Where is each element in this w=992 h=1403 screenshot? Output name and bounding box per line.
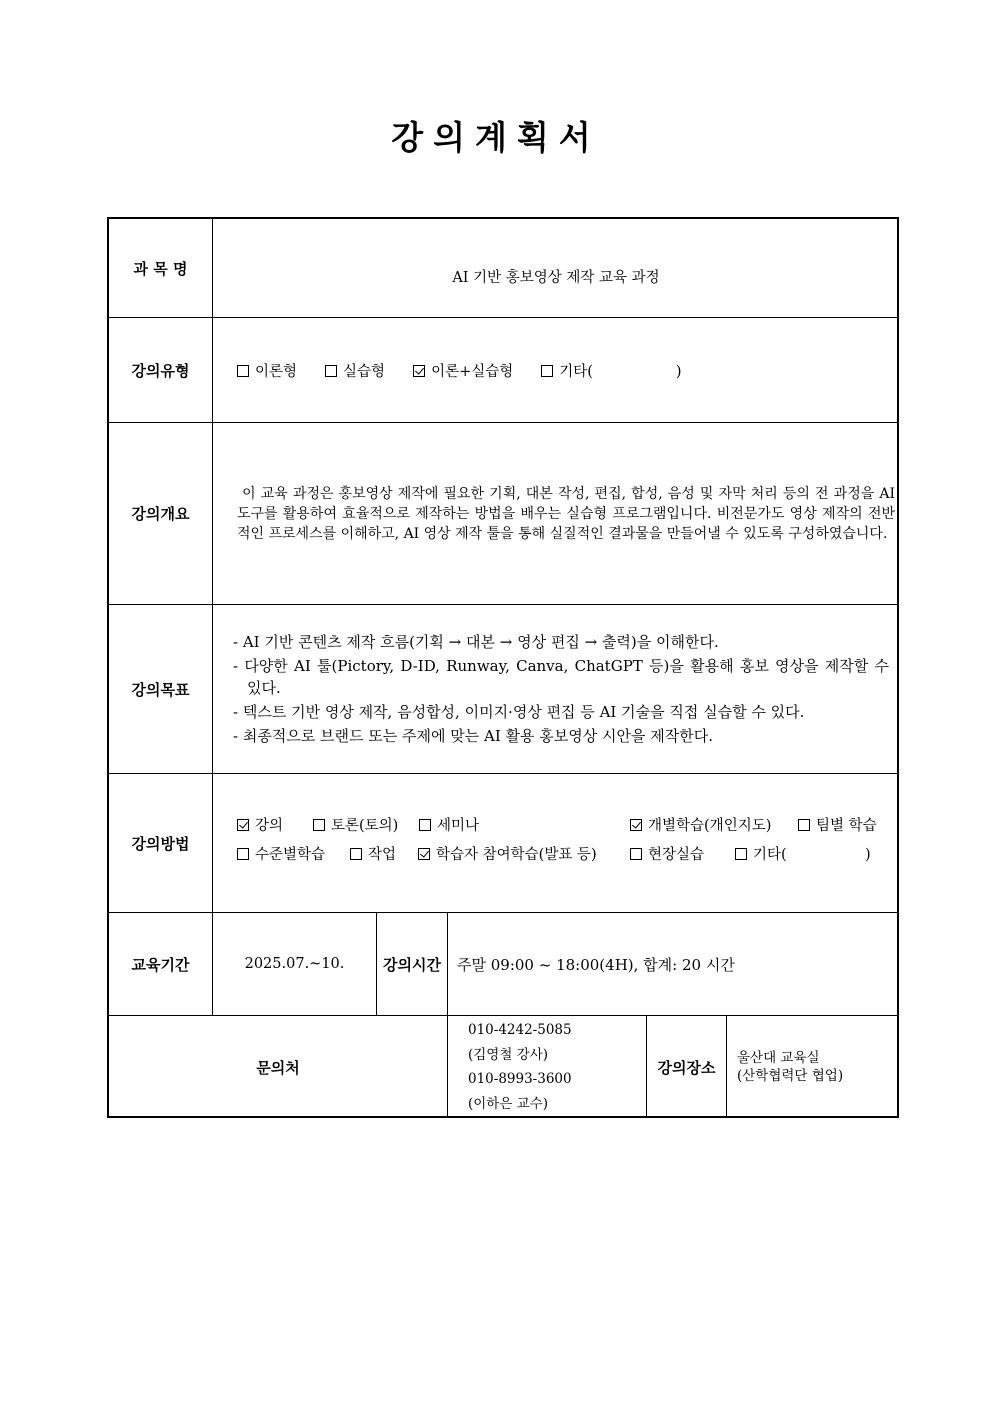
checkbox-icon[interactable] (735, 848, 747, 860)
place-note: (산학협력단 협업) (737, 1068, 844, 1084)
time-value: 주말 09:00 ~ 18:00(4H), 합계: 20 시간 (457, 955, 735, 974)
overview-paragraph: 이 교육 과정은 홍보영상 제작에 필요한 기획, 대본 작성, 편집, 합성, 음성 및 자막 처리 등의 전 과정을 AI 도구를 활용하여 효율적으로 제작하는 방법을 배우는 실습형 프로그램입니다. 비전문가도 영상 제작의 전반적인 프로세스를 이해하고, AI 영상 제작 툴을 통해 실질적인 결과물을 만들어낼 수 있도록 구성하였습니다. (237, 485, 900, 542)
contact-label: 문의처 (256, 1058, 300, 1077)
checkbox-icon[interactable] (541, 365, 553, 377)
lecture-plan-form (107, 217, 899, 1118)
type-options (237, 318, 897, 422)
type-option-other[interactable]: 기타( ) (541, 360, 681, 381)
goals-list (213, 629, 899, 749)
course-value: AI 기반 홍보영상 제작 교육 과정 (452, 269, 660, 286)
checkbox-icon[interactable] (313, 819, 325, 831)
overview-text (213, 423, 899, 604)
goal-item: - 최종적으로 브랜드 또는 주제에 맞는 AI 활용 홍보영상 시안을 제작한다. (233, 727, 713, 745)
method-options (237, 774, 897, 912)
place-lines (737, 1049, 843, 1085)
method-row-2 (237, 843, 897, 872)
place-info (727, 1016, 897, 1118)
contact-phone-1: 010-4242-5085 (468, 1022, 572, 1038)
goals-label: 강의목표 (131, 680, 190, 699)
place-name: 울산대 교육실 (737, 1050, 820, 1066)
checkbox-icon[interactable] (350, 848, 362, 860)
contact-name-2: (이하은 교수) (468, 1095, 549, 1112)
type-option-theory-practice[interactable]: 이론+실습형 (413, 360, 513, 381)
checked-checkbox-icon[interactable] (630, 819, 642, 831)
method-option-other[interactable]: 기타( ) (735, 843, 871, 864)
type-label: 강의유형 (131, 361, 190, 380)
checkbox-icon[interactable] (630, 848, 642, 860)
method-option-work[interactable]: 작업 (350, 843, 396, 864)
checked-checkbox-icon[interactable] (418, 848, 430, 860)
method-option-seminar[interactable]: 세미나 (419, 814, 479, 835)
checkbox-icon[interactable] (798, 819, 810, 831)
time-label: 강의시간 (383, 955, 441, 974)
contact-phone-2: 010-8993-3600 (468, 1071, 572, 1087)
goal-item: - AI 기반 콘텐츠 제작 흐름(기획 → 대본 → 영상 편집 → 출력)을 이해한다. (233, 633, 719, 651)
period-label: 교육기간 (131, 955, 190, 974)
document-title: 강의계획서 (391, 118, 601, 157)
checked-checkbox-icon[interactable] (413, 365, 425, 377)
checkbox-icon[interactable] (419, 819, 431, 831)
type-option-practice[interactable]: 실습형 (325, 360, 385, 381)
method-row-1 (237, 814, 897, 843)
goals-content (213, 605, 899, 773)
checkbox-icon[interactable] (325, 365, 337, 377)
course-label: 과 목 명 (133, 259, 188, 278)
method-option-field[interactable]: 현장실습 (630, 843, 704, 864)
checked-checkbox-icon[interactable] (237, 819, 249, 831)
contact-name-1: (김영철 강사) (468, 1046, 549, 1063)
method-option-team[interactable]: 팀별 학습 (798, 814, 877, 835)
overview-label: 강의개요 (131, 505, 190, 523)
contact-info (448, 1016, 646, 1118)
type-option-theory[interactable]: 이론형 (237, 360, 297, 381)
method-option-level[interactable]: 수준별학습 (237, 843, 325, 864)
method-option-lecture[interactable]: 강의 (237, 814, 283, 835)
checkbox-icon[interactable] (237, 365, 249, 377)
place-label: 강의장소 (657, 1058, 716, 1077)
checkbox-icon[interactable] (237, 848, 249, 860)
contact-lines (448, 1018, 572, 1116)
goal-item: - 텍스트 기반 영상 제작, 음성합성, 이미지·영상 편집 등 AI 기술을 직접 실습할 수 있다. (233, 703, 805, 721)
period-value: 2025.07.~10. (244, 956, 345, 972)
method-option-participation[interactable]: 학습자 참여학습(발표 등) (418, 843, 597, 864)
goal-item: - 다양한 AI 툴(Pictory, D-ID, Runway, Canva, ChatGPT 등)을 활용해 홍보 영상을 제작할 수 있다. (233, 657, 889, 697)
method-option-individual[interactable]: 개별학습(개인지도) (630, 814, 771, 835)
method-option-discussion[interactable]: 토론(토의) (313, 814, 398, 835)
method-label: 강의방법 (131, 834, 190, 853)
